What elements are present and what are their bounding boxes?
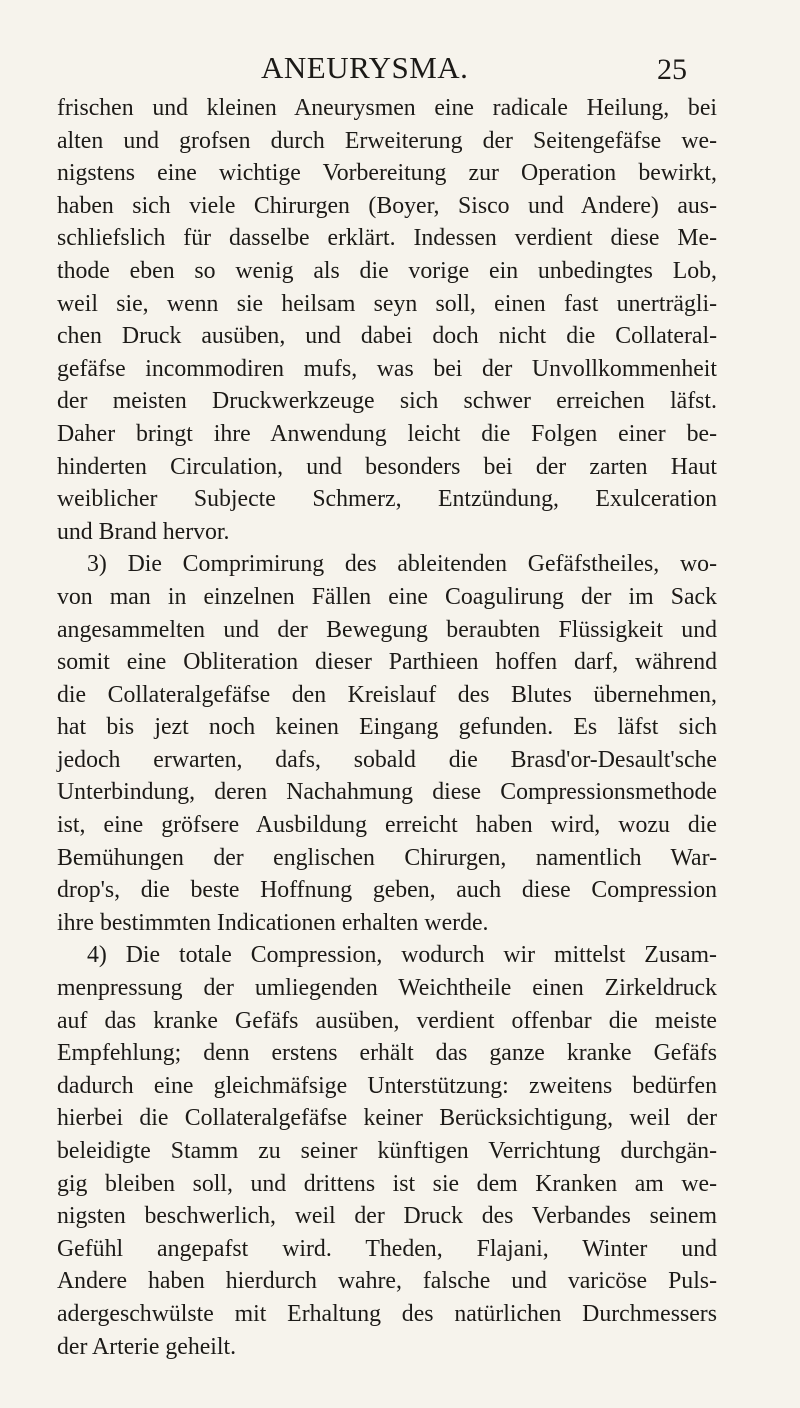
text-line: drop's, die beste Hoffnung geben, auch diese Compression [57,877,717,904]
text-line: menpressung der umliegenden Weichtheile einen Zirkeldruck [57,975,717,1002]
text-line: chen Druck ausüben, und dabei doch nicht die Collateral- [57,323,717,350]
text-line: die Collateralgefäfse den Kreislauf des Blutes übernehmen, [57,681,717,708]
text-line: gig bleiben soll, und drittens ist sie dem Kranken am we- [57,1170,717,1197]
text-line: haben sich viele Chirurgen (Boyer, Sisco und Andere) aus- [57,192,717,219]
text-line: frischen und kleinen Aneurysmen eine radicale Heilung, bei [57,95,717,121]
text-line: beleidigte Stamm zu seiner künftigen Verrichtung durchgän- [57,1138,717,1164]
text-line: Unterbindung, deren Nachahmung diese Compressionsmethode [57,779,717,806]
text-line: gefäfse incommodiren mufs, was bei der Unvollkommenheit [57,355,717,382]
text-line: ist, eine gröfsere Ausbildung erreicht haben wird, wozu die [57,812,717,839]
text-line: dadurch eine gleichmäfsige Unterstützung: zweitens bedürfen [57,1072,717,1099]
text-line: thode eben so wenig als die vorige ein unbedingtes Lob, [57,257,717,284]
text-line: Empfehlung; denn erstens erhält das ganze kranke Gefäfs [57,1040,717,1067]
page-number: 25 [657,53,687,86]
text-line: Daher bringt ihre Anwendung leicht die Folgen einer be- [57,420,717,447]
text-line: hinderten Circulation, und besonders bei der zarten Haut [57,453,717,480]
running-title: ANEURYSMA. [261,50,469,85]
paragraph-3-start: 3) Die Comprimirung des ableitenden Gefäfstheiles, wo- [87,551,717,578]
text-line: adergeschwülste mit Erhaltung des natürlichen Durchmessers [57,1300,717,1327]
text-line: weiblicher Subjecte Schmerz, Entzündung, Exulceration [57,486,717,513]
text-line: auf das kranke Gefäfs ausüben, verdient offenbar die meiste [57,1007,717,1034]
text-line: Andere haben hierdurch wahre, falsche und varicöse Puls- [57,1268,717,1295]
paragraph-4-start: 4) Die totale Compression, wodurch wir mittelst Zusam- [87,942,717,969]
text-line: weil sie, wenn sie heilsam seyn soll, einen fast unerträgli- [57,290,717,317]
text-line: jedoch erwarten, dafs, sobald die Brasd'or-Desault'sche [57,746,717,773]
body-text [57,92,717,1363]
text-line: und Brand hervor. [57,518,230,545]
text-line: nigsten beschwerlich, weil der Druck des Verbandes seinem [57,1203,717,1230]
text-line: schliefslich für dasselbe erklärt. Indessen verdient diese Me- [57,225,717,252]
text-line: hat bis jezt noch keinen Eingang gefunden. Es läfst sich [57,714,717,741]
text-line: der meisten Druckwerkzeuge sich schwer erreichen läfst. [57,388,717,415]
text-line: Gefühl angepafst wird. Theden, Flajani, Winter und [57,1235,717,1262]
text-line: somit eine Obliteration dieser Parthieen hoffen darf, während [57,649,717,676]
text-line: alten und grofsen durch Erweiterung der Seitengefäfse we- [57,127,717,154]
text-line: der Arterie geheilt. [57,1333,237,1360]
text-line: nigstens eine wichtige Vorbereitung zur Operation bewirkt, [57,160,717,187]
running-head [0,50,800,90]
text-line: hierbei die Collateralgefäfse keiner Berücksichtigung, weil der [57,1105,717,1132]
text-line: ihre bestimmten Indicationen erhalten werde. [57,909,489,936]
text-line: angesammelten und der Bewegung beraubten Flüssigkeit und [57,616,717,643]
text-line: von man in einzelnen Fällen eine Coagulirung der im Sack [57,583,717,610]
text-line: Bemühungen der englischen Chirurgen, namentlich War- [57,844,717,871]
